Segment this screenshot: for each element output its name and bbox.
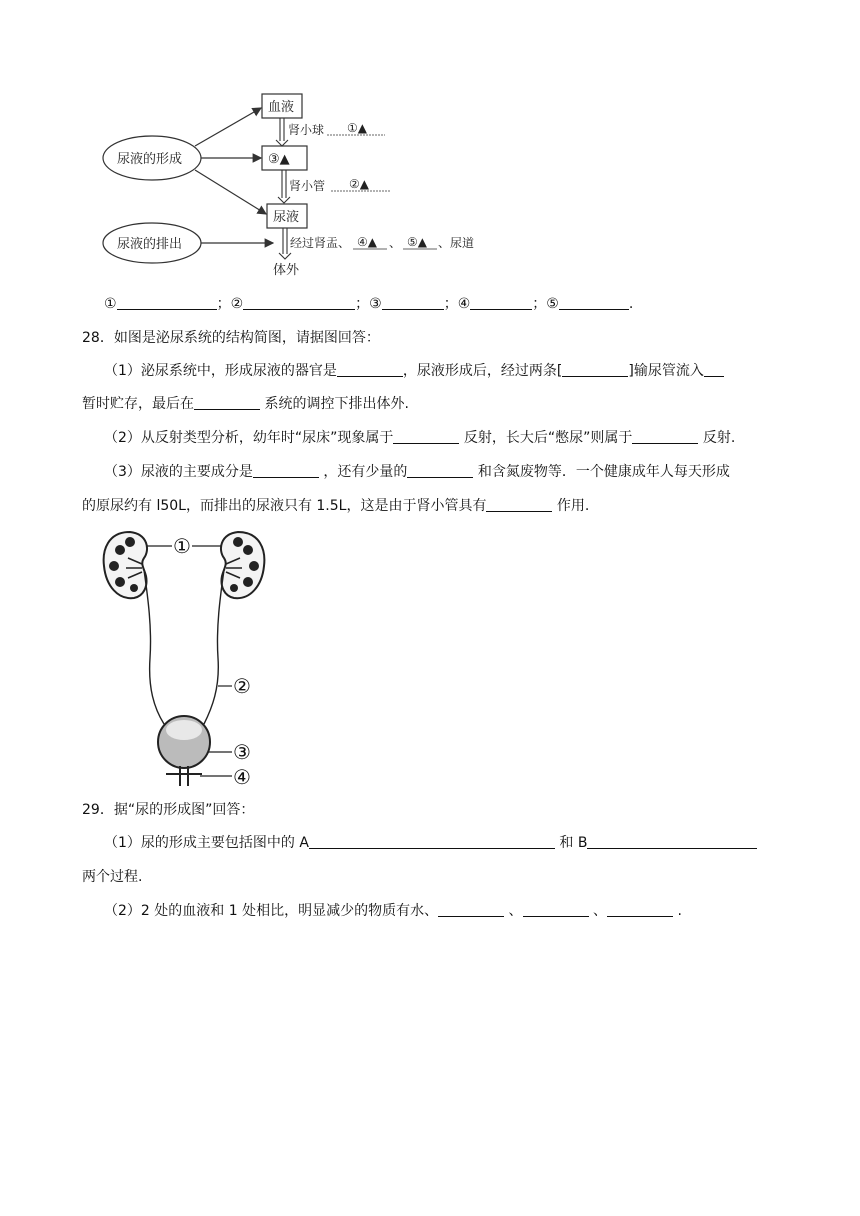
q29-substance-2-blank[interactable] [523, 902, 589, 917]
q28-title: 28．如图是泌尿系统的结构简图，请据图回答： [82, 330, 380, 346]
q28-part2: （2）从反射类型分析，幼年时“尿床”现象属于 反射，长大后“憋尿”则属于 反射. [104, 430, 736, 446]
q28-minor-component-blank[interactable] [407, 463, 473, 478]
tubule-label: 肾小管 [289, 179, 326, 193]
q29-part1-tail: 两个过程. [82, 869, 143, 885]
answer-5-num: ⑤ [546, 296, 559, 312]
outside-label: 体外 [273, 263, 300, 278]
q28-organ-blank[interactable] [337, 362, 403, 377]
answer-2-blank[interactable] [243, 295, 355, 310]
ellipse-excretion-label: 尿液的排出 [117, 237, 183, 252]
figure-label-4: ④ [233, 765, 251, 789]
q28-reabsorption-blank[interactable] [486, 497, 552, 512]
answer-3-num: ③ [369, 296, 382, 312]
answer-3-blank[interactable] [382, 295, 444, 310]
glomerulus-label: 肾小球 [288, 123, 325, 137]
route-sep: 、 [389, 236, 402, 250]
mark-1: ①▲ [347, 121, 367, 135]
route-prefix: 经过肾盂、 [290, 236, 351, 250]
q28-part3-line2: 的原尿约有 l50L，而排出的尿液只有 1.5L，这是由于肾小管具有 作用. [82, 498, 590, 514]
q29-substance-1-blank[interactable] [438, 902, 504, 917]
arrow-to-urine [195, 170, 266, 214]
answer-4-num: ④ [457, 296, 471, 312]
q28-ureter-number-blank[interactable] [562, 362, 628, 377]
down-arrow-1 [276, 118, 288, 146]
q29-process-a-blank[interactable] [309, 834, 555, 849]
q28-main-component-blank[interactable] [253, 463, 319, 478]
answer-1-num: ① [104, 296, 117, 312]
route-suffix: 、尿道 [438, 236, 475, 250]
figure-label-3: ③ [233, 740, 251, 764]
urine-box-label: 尿液 [273, 210, 300, 225]
answer-1-blank[interactable] [117, 295, 217, 310]
q29-part2: （2）2 处的血液和 1 处相比，明显减少的物质有水、 、 、 . [104, 903, 682, 919]
right-kidney [221, 532, 264, 598]
q28-system-blank[interactable] [194, 395, 260, 410]
ellipse-formation-label: 尿液的形成 [117, 152, 183, 167]
left-kidney [104, 532, 147, 598]
q28-part3-line1: （3）尿液的主要成分是 ，还有少量的 和含氮废物等．一个健康成年人每天形成 [104, 464, 730, 480]
q28-bladder-blank[interactable] [704, 362, 724, 377]
answer-row: ① ；② ；③ ；④ ；⑤ . [104, 296, 634, 312]
q28-bedwetting-blank[interactable] [393, 429, 459, 444]
box-3-label: ③▲ [268, 152, 290, 167]
q29-substance-3-blank[interactable] [607, 902, 673, 917]
mark-4: ④▲ [357, 235, 377, 249]
urine-formation-flow-diagram [95, 88, 495, 278]
answer-4-blank[interactable] [470, 295, 532, 310]
blood-box-label: 血液 [268, 100, 295, 115]
q28-part1-line1: （1）泌尿系统中，形成尿液的器官是 ，尿液形成后，经过两条[ ]输尿管流入 [104, 361, 724, 381]
q28-part1-line2: 暂时贮存，最后在 系统的调控下排出体外. [82, 396, 409, 412]
q28-holding-blank[interactable] [632, 429, 698, 444]
right-ureter [204, 570, 224, 724]
answer-2-num: ② [230, 296, 244, 312]
urinary-system-figure [100, 528, 270, 790]
figure-label-2: ② [233, 674, 251, 698]
arrow-to-blood [195, 108, 261, 146]
q29-title: 29．据“尿的形成图”回答： [82, 802, 255, 818]
q29-process-b-blank[interactable] [587, 834, 757, 849]
mark-2: ②▲ [349, 177, 369, 191]
figure-label-1: ① [173, 534, 191, 558]
q29-part1: （1）尿的形成主要包括图中的 A 和 B [104, 833, 757, 853]
left-ureter [144, 570, 164, 724]
answer-5-blank[interactable] [559, 295, 629, 310]
mark-5: ⑤▲ [407, 235, 427, 249]
